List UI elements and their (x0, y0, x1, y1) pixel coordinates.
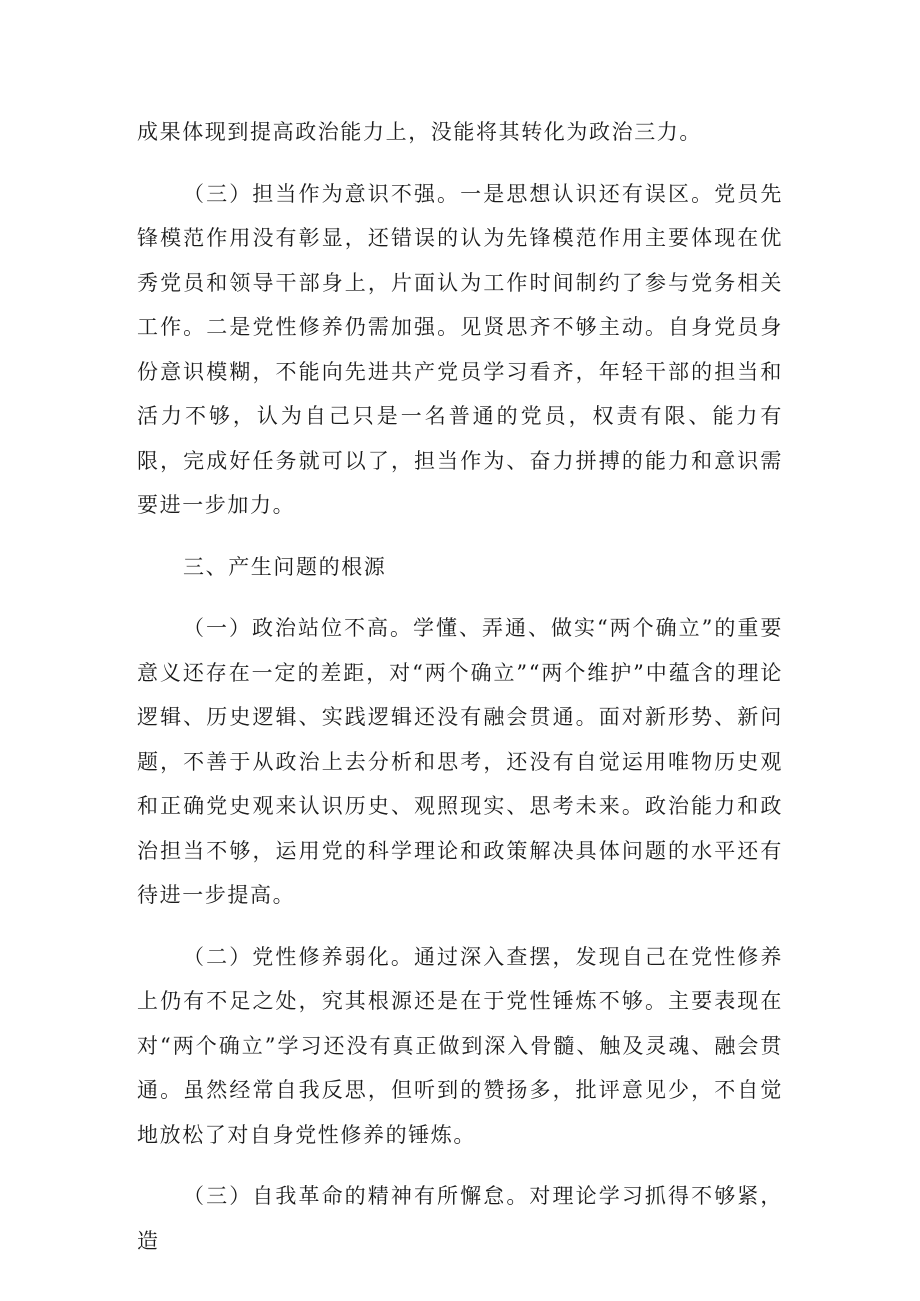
party-spirit-paragraph: （二）党性修养弱化。通过深入查摆，发现自己在党性修养上仍有不足之处，究其根源还是在于党性锤炼不够。主要表现在对“两个确立”学习还没有真正做到深入骨髓、触及灵魂、融会贯通。虽然经常自我反思，但听到的赞扬多，批评意见少，不自觉地放松了对自身党性修养的锤炼。 (137, 944, 783, 1147)
section-heading-root-causes: 三、产生问题的根源 (183, 554, 387, 579)
document-body (137, 110, 783, 1263)
responsibility-awareness-paragraph: （三）担当作为意识不强。一是思想认识还有误区。党员先锋模范作用没有彰显，还错误的认为先锋模范作用主要体现在优秀党员和领导干部身上，片面认为工作时间制约了参与党务相关工作。二是党性修养仍需加强。见贤思齐不够主动。自身党员身份意识模糊，不能向先进共产党员学习看齐，年轻干部的担当和活力不够，认为自己只是一名普通的党员，权责有限、能力有限，完成好任务就可以了，担当作为、奋力拼搏的能力和意识需要进一步加力。 (137, 181, 783, 517)
self-revolution-paragraph: （三）自我革命的精神有所懈怠。对理论学习抓得不够紧，造 (137, 1184, 783, 1253)
continuation-paragraph: 成果体现到提高政治能力上，没能将其转化为政治三力。 (137, 120, 702, 144)
political-position-paragraph: （一）政治站位不高。学懂、弄通、做实“两个确立”的重要意义还存在一定的差距，对“两个确立”“两个维护”中蕴含的理论逻辑、历史逻辑、实践逻辑还没有融会贯通。面对新形势、新问题，不善于从政治上去分析和思考，还没有自觉运用唯物历史观和正确党史观来认识历史、观照现实、思考未来。政治能力和政治担当不够，运用党的科学理论和政策解决具体问题的水平还有待进一步提高。 (137, 616, 783, 907)
